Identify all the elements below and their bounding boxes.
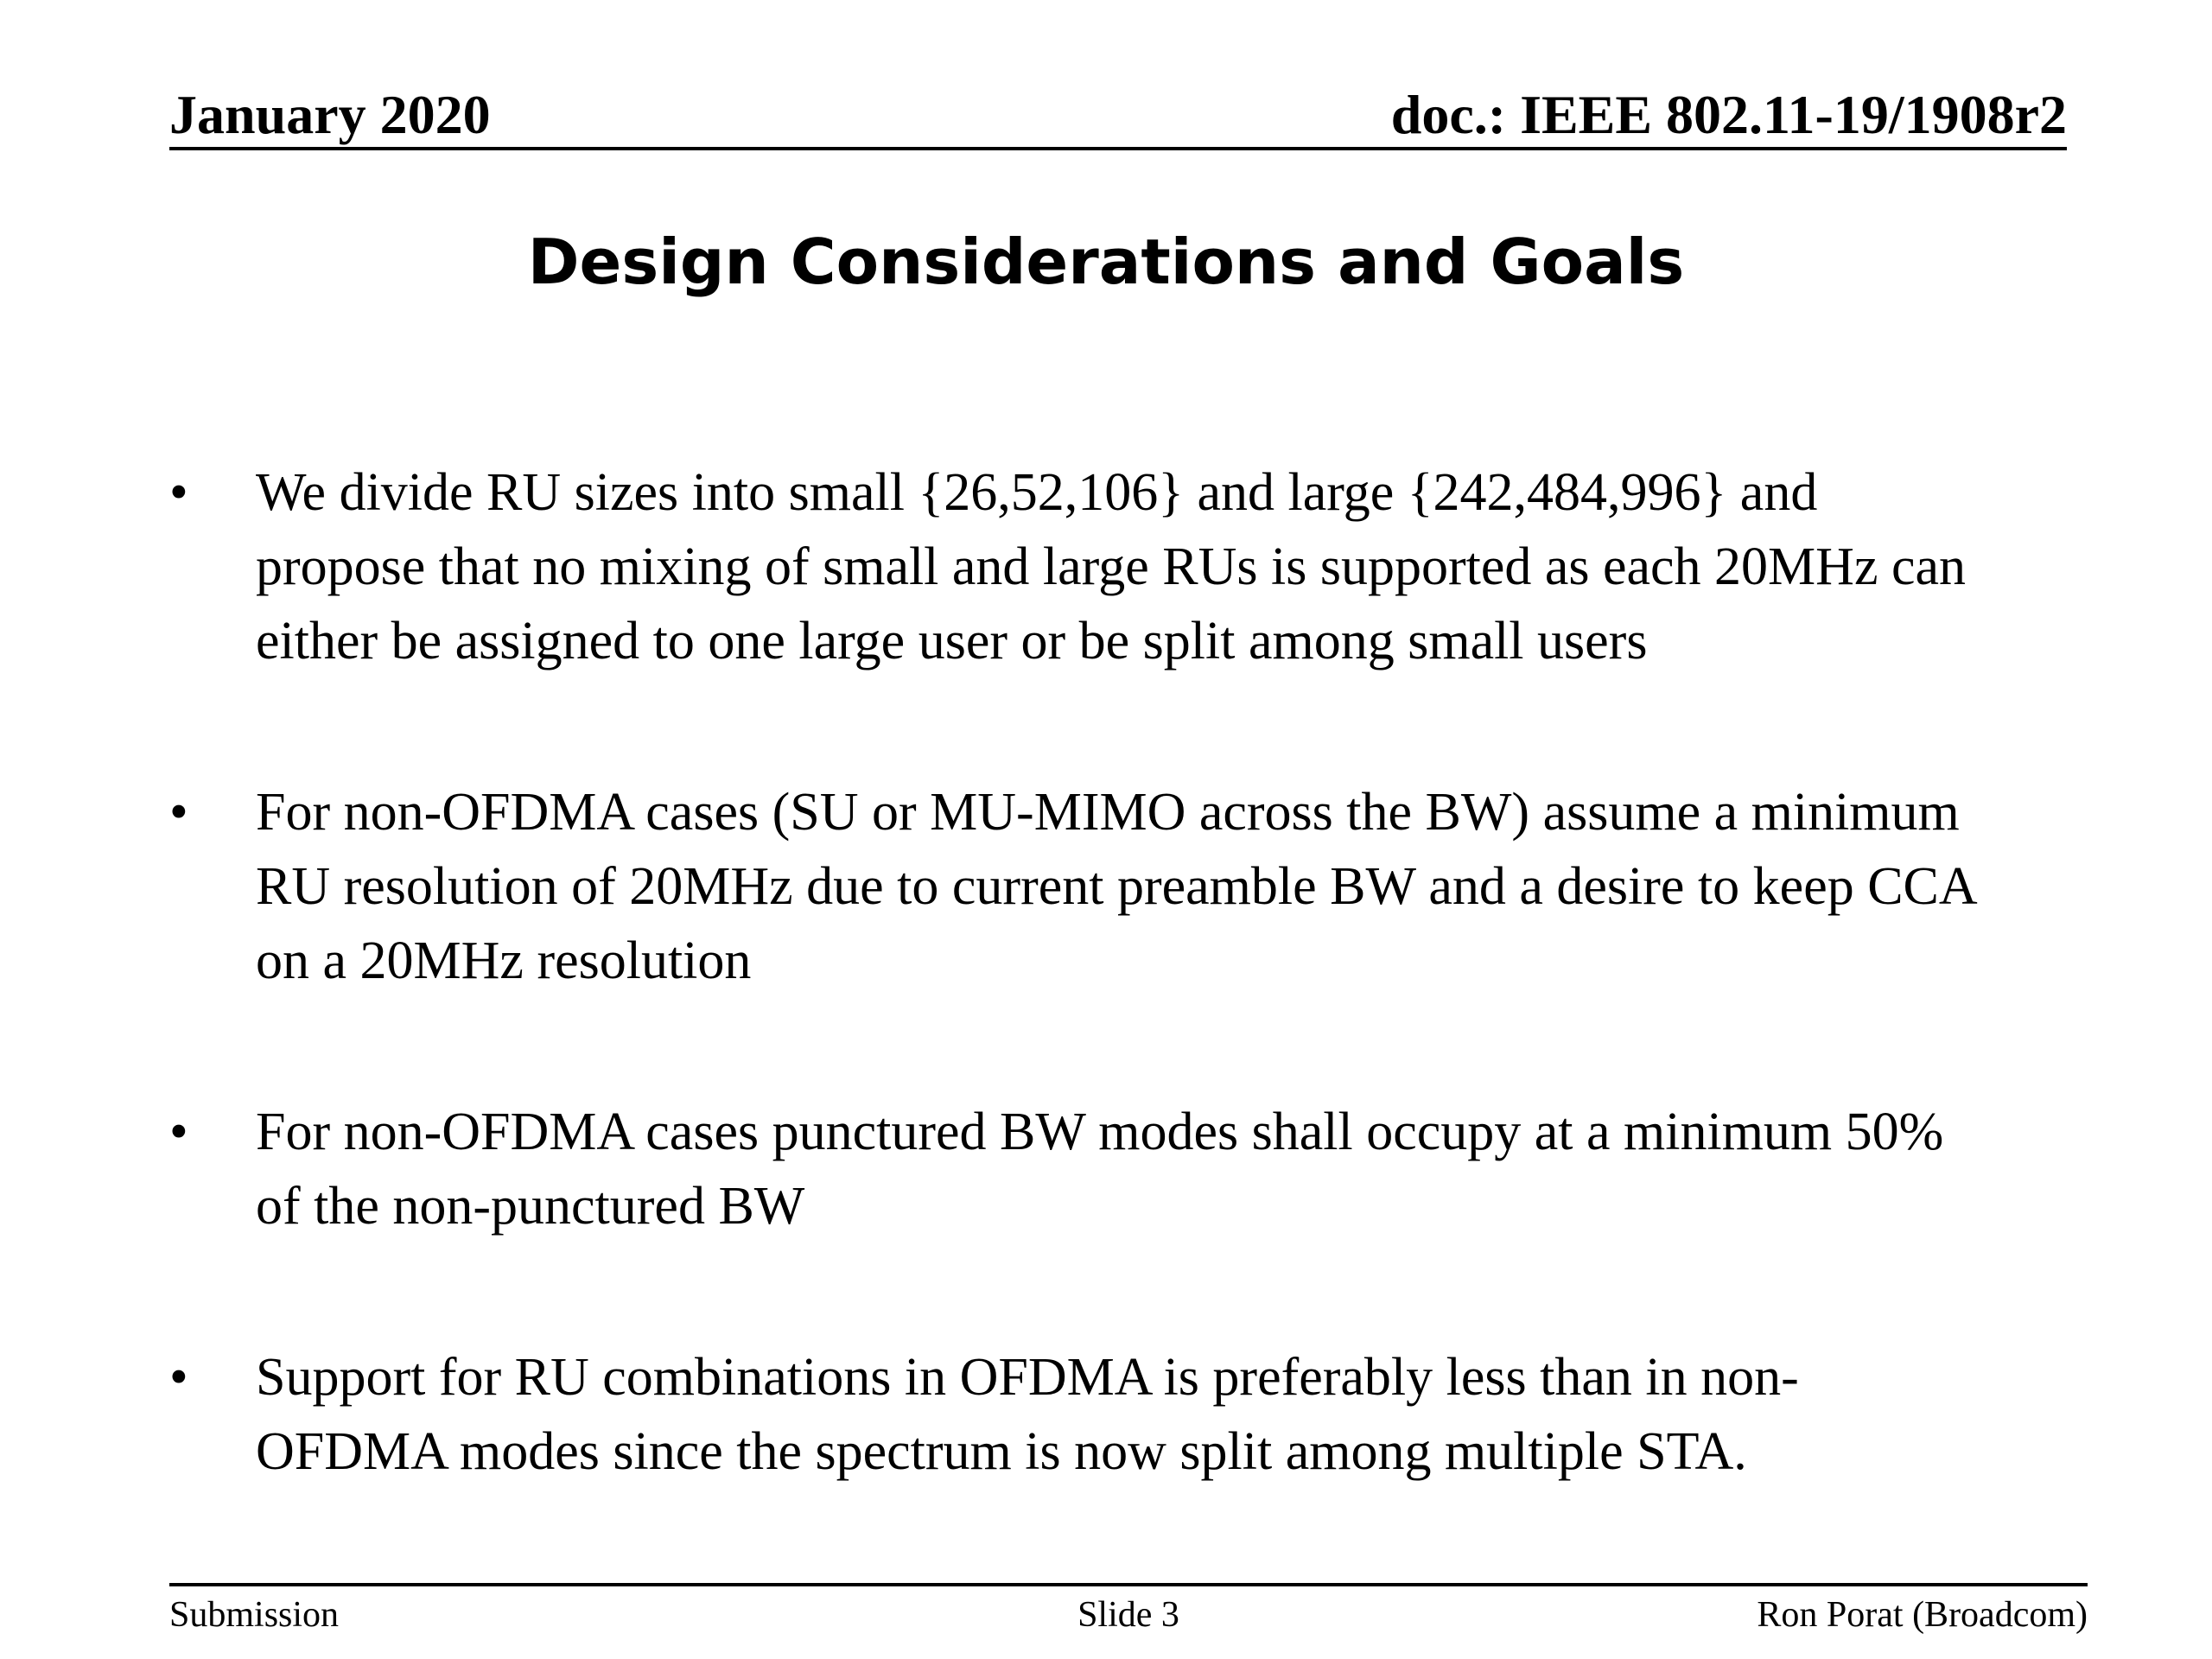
header-date: January 2020 — [169, 84, 491, 145]
bullet-marker: • — [169, 783, 188, 842]
slide-title: Design Considerations and Goals — [527, 226, 1685, 298]
bullet-line: of the non-punctured BW — [256, 1177, 805, 1236]
footer-submission: Submission — [169, 1595, 340, 1635]
slide-header — [169, 79, 2067, 150]
bullet-item-4 — [169, 1340, 2070, 1489]
header-doc-id: doc.: IEEE 802.11-19/1908r2 — [1390, 84, 2067, 145]
bullet-line: For non-OFDMA cases punctured BW modes shall occupy at a minimum 50% — [256, 1103, 1944, 1161]
bullet-item-3 — [169, 1095, 2070, 1243]
bullet-item-2 — [169, 775, 2070, 998]
bullet-line: OFDMA modes since the spectrum is now split among multiple STA. — [256, 1422, 1747, 1481]
bullet-marker: • — [169, 1103, 188, 1161]
bullet-line: either be assigned to one large user or be split among small users — [256, 612, 1648, 671]
bullet-list — [169, 455, 2070, 1489]
slide-footer — [169, 1583, 2088, 1638]
bullet-line: For non-OFDMA cases (SU or MU-MIMO across the BW) assume a minimum — [256, 783, 1960, 842]
bullet-marker: • — [169, 1348, 188, 1407]
bullet-item-1 — [169, 455, 2070, 678]
bullet-line: on a 20MHz resolution — [256, 931, 752, 990]
bullet-marker: • — [169, 463, 188, 522]
footer-author: Ron Porat (Broadcom) — [1757, 1595, 2088, 1635]
bullet-line: propose that no mixing of small and large RUs is supported as each 20MHz can — [256, 537, 1967, 596]
bullet-line: RU resolution of 20MHz due to current preamble BW and a desire to keep CCA — [256, 857, 1978, 916]
bullet-line: Support for RU combinations in OFDMA is preferably less than in non- — [256, 1348, 1799, 1407]
footer-slide-number: Slide 3 — [1077, 1595, 1179, 1635]
bullet-line: We divide RU sizes into small {26,52,106} and large {242,484,996} and — [256, 463, 1818, 522]
